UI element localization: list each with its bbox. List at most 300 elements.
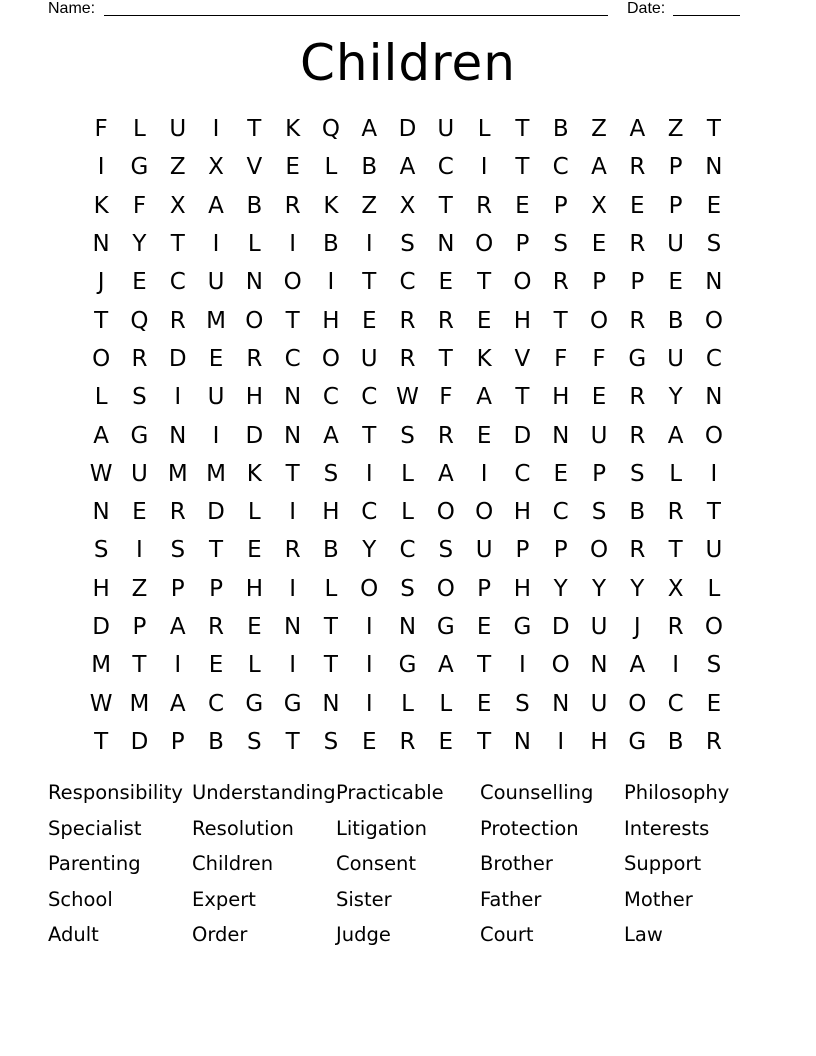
grid-letter[interactable]: F xyxy=(592,345,606,372)
grid-letter[interactable]: H xyxy=(92,575,110,602)
grid-letter[interactable]: M xyxy=(129,690,150,717)
grid-letter[interactable]: I xyxy=(289,652,297,679)
grid-letter[interactable]: X xyxy=(169,192,186,219)
grid-letter[interactable]: R xyxy=(667,499,684,526)
grid-letter[interactable]: I xyxy=(327,269,335,296)
word-list-item: Specialist xyxy=(48,816,142,840)
grid-letter[interactable]: I xyxy=(480,154,488,181)
grid-letter[interactable]: E xyxy=(438,728,454,755)
grid-letter[interactable]: H xyxy=(590,728,608,755)
grid-letter[interactable]: A xyxy=(399,154,416,181)
grid-letter[interactable]: E xyxy=(476,307,492,334)
grid-letter[interactable]: I xyxy=(365,614,373,640)
grid-letter[interactable]: U xyxy=(475,537,493,564)
grid-letter[interactable]: H xyxy=(513,499,532,526)
grid-letter[interactable]: O xyxy=(704,614,723,640)
grid-letter[interactable]: L xyxy=(247,499,261,526)
grid-letter[interactable]: T xyxy=(94,728,109,755)
grid-letter[interactable]: A xyxy=(169,690,186,717)
grid-letter[interactable]: Y xyxy=(362,537,377,564)
grid-letter[interactable]: T xyxy=(668,537,683,564)
grid-letter[interactable]: R xyxy=(629,384,646,411)
grid-letter[interactable]: S xyxy=(591,499,607,526)
grid-letter[interactable]: Q xyxy=(321,116,340,143)
grid-letter[interactable]: P xyxy=(668,192,683,219)
date-field[interactable] xyxy=(673,15,740,16)
grid-letter[interactable]: S xyxy=(553,231,569,258)
grid-letter[interactable]: P xyxy=(592,269,606,296)
grid-letter[interactable]: I xyxy=(365,652,373,679)
grid-letter[interactable]: U xyxy=(667,345,685,372)
grid-letter[interactable]: L xyxy=(247,231,261,258)
grid-letter[interactable]: U xyxy=(590,690,608,717)
grid-letter[interactable]: C xyxy=(705,345,722,372)
grid-letter[interactable]: S xyxy=(400,575,415,602)
grid-letter[interactable]: Y xyxy=(668,384,683,411)
grid-letter[interactable]: T xyxy=(553,307,568,334)
grid-letter[interactable]: I xyxy=(212,422,220,449)
grid-letter[interactable]: S xyxy=(323,728,339,755)
grid-letter[interactable]: G xyxy=(398,652,417,679)
grid-letter[interactable]: O xyxy=(245,307,264,334)
grid-letter[interactable]: L xyxy=(324,575,338,602)
grid-letter[interactable]: S xyxy=(706,231,722,258)
grid-letter[interactable]: I xyxy=(212,231,220,258)
grid-letter[interactable]: F xyxy=(439,384,453,411)
grid-letter[interactable]: E xyxy=(247,537,262,564)
grid-letter[interactable]: P xyxy=(132,614,147,640)
grid-letter[interactable]: N xyxy=(398,614,417,640)
grid-letter[interactable]: P xyxy=(170,728,185,755)
grid-letter[interactable]: R xyxy=(629,307,646,334)
grid-letter[interactable]: K xyxy=(323,192,339,219)
grid-letter[interactable]: P xyxy=(515,537,530,564)
grid-letter[interactable]: G xyxy=(283,690,302,717)
grid-letter[interactable]: P xyxy=(630,269,645,296)
grid-letter[interactable]: X xyxy=(667,575,684,602)
grid-letter[interactable]: E xyxy=(247,614,262,640)
grid-letter[interactable]: R xyxy=(399,307,416,334)
grid-letter[interactable]: C xyxy=(667,690,684,717)
grid-letter[interactable]: A xyxy=(93,422,110,449)
grid-letter[interactable]: I xyxy=(289,499,297,526)
grid-letter[interactable]: E xyxy=(438,269,454,296)
grid-letter[interactable]: U xyxy=(667,231,685,258)
grid-letter[interactable]: O xyxy=(551,652,570,679)
grid-letter[interactable]: X xyxy=(399,192,416,219)
grid-letter[interactable]: L xyxy=(401,499,414,526)
grid-letter[interactable]: N xyxy=(245,269,263,296)
grid-letter[interactable]: M xyxy=(91,652,112,679)
grid-letter[interactable]: U xyxy=(131,460,148,487)
grid-letter[interactable]: A xyxy=(591,154,607,181)
grid-letter[interactable]: E xyxy=(668,269,683,296)
grid-letter[interactable]: S xyxy=(400,231,415,258)
grid-letter[interactable]: R xyxy=(552,269,569,296)
grid-letter[interactable]: O xyxy=(513,269,532,296)
grid-letter[interactable]: U xyxy=(705,537,723,564)
grid-letter[interactable]: N xyxy=(284,384,302,411)
grid-letter[interactable]: H xyxy=(322,499,340,526)
grid-letter[interactable]: N xyxy=(322,690,340,717)
grid-letter[interactable]: Y xyxy=(630,575,645,602)
grid-letter[interactable]: W xyxy=(89,690,113,717)
grid-letter[interactable]: H xyxy=(322,307,340,334)
grid-letter[interactable]: R xyxy=(399,728,416,755)
grid-letter[interactable]: A xyxy=(629,116,646,143)
grid-letter[interactable]: G xyxy=(513,614,532,640)
grid-letter[interactable]: I xyxy=(365,460,373,487)
grid-letter[interactable]: T xyxy=(285,307,300,334)
grid-letter[interactable]: T xyxy=(477,728,492,755)
grid-letter[interactable]: D xyxy=(130,728,149,755)
grid-letter[interactable]: H xyxy=(245,575,263,602)
grid-letter[interactable]: N xyxy=(705,269,723,296)
grid-letter[interactable]: T xyxy=(132,652,147,679)
grid-letter[interactable]: N xyxy=(513,728,532,755)
grid-letter[interactable]: I xyxy=(365,690,373,717)
grid-letter[interactable]: G xyxy=(245,690,264,717)
grid-letter[interactable]: T xyxy=(247,116,262,143)
grid-letter[interactable]: E xyxy=(706,690,722,717)
grid-letter[interactable]: Z xyxy=(667,116,684,143)
grid-letter[interactable]: N xyxy=(552,422,570,449)
grid-letter[interactable]: P xyxy=(668,154,683,181)
grid-letter[interactable]: O xyxy=(589,307,609,334)
grid-letter[interactable]: M xyxy=(206,307,226,334)
grid-letter[interactable]: S xyxy=(630,460,645,487)
grid-letter[interactable]: Z xyxy=(591,116,607,143)
grid-letter[interactable]: T xyxy=(477,269,492,296)
grid-letter[interactable]: I xyxy=(519,652,526,679)
word-list-item: Resolution xyxy=(192,816,294,840)
grid-letter[interactable]: I xyxy=(557,728,565,755)
grid-letter[interactable]: U xyxy=(360,345,378,372)
grid-letter[interactable]: E xyxy=(132,269,147,296)
grid-letter[interactable]: I xyxy=(136,537,143,564)
grid-letter[interactable]: I xyxy=(289,231,297,258)
word-list-item: Practicable xyxy=(336,781,444,804)
grid-letter[interactable]: Z xyxy=(169,154,186,181)
grid-letter[interactable]: P xyxy=(553,537,568,564)
grid-letter[interactable]: E xyxy=(361,728,377,755)
grid-letter[interactable]: P xyxy=(592,460,606,487)
grid-letter[interactable]: E xyxy=(476,422,492,449)
grid-letter[interactable]: O xyxy=(628,690,647,717)
grid-letter[interactable]: U xyxy=(437,116,455,143)
grid-letter[interactable]: R xyxy=(399,345,416,372)
grid-letter[interactable]: C xyxy=(361,499,378,526)
grid-letter[interactable]: A xyxy=(667,422,684,449)
grid-letter[interactable]: U xyxy=(207,269,225,296)
grid-letter[interactable]: T xyxy=(438,192,453,219)
grid-letter[interactable]: P xyxy=(515,231,530,258)
grid-letter[interactable]: R xyxy=(169,499,186,526)
grid-letter[interactable]: O xyxy=(436,499,455,526)
grid-letter[interactable]: B xyxy=(552,116,569,143)
grid-letter[interactable]: F xyxy=(554,345,568,372)
grid-letter[interactable]: A xyxy=(208,192,224,219)
grid-letter[interactable]: L xyxy=(707,575,721,602)
grid-letter[interactable]: E xyxy=(553,460,568,487)
grid-letter[interactable]: L xyxy=(439,690,453,717)
grid-letter[interactable]: V xyxy=(514,345,531,372)
grid-letter[interactable]: L xyxy=(94,384,108,411)
grid-letter[interactable]: C xyxy=(514,460,531,487)
grid-letter[interactable]: O xyxy=(475,499,494,526)
grid-letter[interactable]: D xyxy=(513,422,532,449)
grid-letter[interactable]: W xyxy=(89,460,113,487)
grid-letter[interactable]: K xyxy=(285,116,301,143)
grid-letter[interactable]: N xyxy=(705,384,723,411)
grid-letter[interactable]: I xyxy=(710,460,718,487)
word-list-item: Adult xyxy=(48,923,99,947)
grid-letter[interactable]: T xyxy=(285,460,300,487)
grid-letter[interactable]: B xyxy=(667,728,684,755)
grid-letter[interactable]: I xyxy=(212,116,220,143)
grid-letter[interactable]: G xyxy=(130,154,149,181)
grid-letter[interactable]: T xyxy=(438,345,453,372)
grid-letter[interactable]: G xyxy=(130,422,149,449)
grid-letter[interactable]: I xyxy=(97,154,105,181)
grid-letter[interactable]: O xyxy=(589,537,609,564)
grid-letter[interactable]: R xyxy=(246,345,263,372)
grid-letter[interactable]: X xyxy=(208,154,224,181)
grid-letter[interactable]: T xyxy=(94,307,109,334)
grid-letter[interactable]: I xyxy=(672,652,679,679)
grid-letter[interactable]: E xyxy=(591,384,607,411)
word-list-item: Brother xyxy=(480,852,553,876)
grid-letter[interactable]: G xyxy=(628,345,647,372)
grid-letter[interactable]: C xyxy=(437,154,454,181)
grid-letter[interactable]: N xyxy=(590,652,608,679)
grid-letter[interactable]: M xyxy=(167,460,188,487)
grid-letter[interactable]: T xyxy=(515,384,530,411)
grid-letter[interactable]: A xyxy=(361,116,378,143)
grid-letter[interactable]: B xyxy=(323,537,339,564)
grid-letter[interactable]: T xyxy=(170,231,185,258)
grid-letter[interactable]: E xyxy=(476,614,492,640)
grid-letter[interactable]: R xyxy=(169,307,186,334)
grid-letter[interactable]: L xyxy=(247,652,261,679)
grid-letter[interactable]: T xyxy=(515,154,530,181)
name-label: Name: xyxy=(48,0,96,17)
grid-letter[interactable]: Y xyxy=(132,231,147,258)
grid-letter[interactable]: N xyxy=(169,422,187,449)
grid-letter[interactable]: R xyxy=(629,537,646,564)
grid-letter[interactable]: O xyxy=(321,345,340,372)
grid-letter[interactable]: G xyxy=(628,728,647,755)
grid-letter[interactable]: R xyxy=(437,422,454,449)
grid-letter[interactable]: S xyxy=(132,384,147,411)
grid-letter[interactable]: C xyxy=(361,384,378,411)
grid-letter[interactable]: E xyxy=(591,231,607,258)
grid-letter[interactable]: T xyxy=(477,652,492,679)
word-list-item: Consent xyxy=(336,852,417,876)
grid-letter[interactable]: T xyxy=(209,537,224,564)
grid-letter[interactable]: E xyxy=(132,499,147,526)
grid-letter[interactable]: E xyxy=(706,192,722,219)
grid-letter[interactable]: B xyxy=(629,499,646,526)
grid-letter[interactable]: S xyxy=(323,460,339,487)
grid-letter[interactable]: X xyxy=(591,192,607,219)
grid-letter[interactable]: N xyxy=(284,422,302,449)
grid-letter[interactable]: U xyxy=(590,614,608,640)
grid-letter[interactable]: E xyxy=(515,192,530,219)
grid-letter[interactable]: U xyxy=(169,116,187,143)
grid-letter[interactable]: S xyxy=(706,652,722,679)
grid-letter[interactable]: O xyxy=(475,231,494,258)
grid-letter[interactable]: Y xyxy=(591,575,607,602)
grid-letter[interactable]: E xyxy=(361,307,377,334)
grid-letter[interactable]: F xyxy=(94,116,108,143)
grid-letter[interactable]: H xyxy=(513,575,532,602)
grid-letter[interactable]: D xyxy=(168,345,187,372)
grid-letter[interactable]: B xyxy=(246,192,263,219)
grid-letter[interactable]: R xyxy=(629,154,646,181)
grid-letter[interactable]: J xyxy=(97,269,105,296)
grid-letter[interactable]: S xyxy=(170,537,186,564)
grid-letter[interactable]: R xyxy=(437,307,454,334)
grid-letter[interactable]: T xyxy=(362,269,377,296)
grid-letter[interactable]: E xyxy=(476,690,492,717)
grid-letter[interactable]: R xyxy=(629,231,646,258)
grid-letter[interactable]: G xyxy=(436,614,455,640)
name-field[interactable] xyxy=(104,15,608,16)
grid-letter[interactable]: D xyxy=(398,116,417,143)
grid-letter[interactable]: K xyxy=(246,460,262,487)
grid-letter[interactable]: L xyxy=(401,690,414,717)
grid-letter[interactable]: K xyxy=(93,192,109,219)
grid-letter[interactable]: D xyxy=(207,499,225,526)
grid-letter[interactable]: C xyxy=(284,345,301,372)
grid-letter[interactable]: O xyxy=(360,575,379,602)
grid-letter[interactable]: T xyxy=(706,499,721,526)
grid-letter[interactable]: N xyxy=(705,154,723,181)
grid-letter[interactable]: T xyxy=(323,614,338,640)
grid-letter[interactable]: D xyxy=(551,614,570,640)
grid-letter[interactable]: O xyxy=(92,345,111,372)
grid-letter[interactable]: A xyxy=(437,460,454,487)
grid-letter[interactable]: R xyxy=(284,192,301,219)
grid-letter[interactable]: H xyxy=(552,384,570,411)
grid-letter[interactable]: I xyxy=(365,231,373,258)
grid-letter[interactable]: I xyxy=(174,384,182,411)
grid-letter[interactable]: L xyxy=(669,460,683,487)
grid-letter[interactable]: P xyxy=(209,575,223,602)
grid-letter[interactable]: E xyxy=(630,192,645,219)
grid-letter[interactable]: D xyxy=(245,422,264,449)
grid-letter[interactable]: B xyxy=(667,307,684,334)
grid-letter[interactable]: T xyxy=(323,652,338,679)
grid-letter[interactable]: F xyxy=(132,192,147,219)
grid-letter[interactable]: M xyxy=(206,460,226,487)
grid-letter[interactable]: N xyxy=(92,499,110,526)
grid-letter[interactable]: Z xyxy=(131,575,148,602)
grid-letter[interactable]: N xyxy=(437,231,455,258)
grid-letter[interactable]: H xyxy=(513,307,532,334)
grid-letter[interactable]: S xyxy=(438,537,454,564)
grid-letter[interactable]: V xyxy=(246,154,263,181)
grid-letter[interactable]: P xyxy=(170,575,185,602)
grid-letter[interactable]: L xyxy=(401,460,414,487)
grid-letter[interactable]: P xyxy=(477,575,492,602)
grid-letter[interactable]: O xyxy=(283,269,302,296)
grid-letter[interactable]: B xyxy=(208,728,224,755)
grid-letter[interactable]: R xyxy=(667,614,684,640)
grid-letter[interactable]: T xyxy=(706,116,721,143)
grid-letter[interactable]: R xyxy=(705,728,722,755)
grid-letter[interactable]: P xyxy=(553,192,568,219)
word-list-item: Father xyxy=(480,887,542,911)
grid-letter[interactable]: C xyxy=(208,690,225,717)
word-list-item: Protection xyxy=(480,816,579,840)
grid-letter[interactable]: Z xyxy=(361,192,378,219)
grid-letter[interactable]: T xyxy=(515,116,530,143)
grid-letter[interactable]: N xyxy=(552,690,570,717)
grid-letter[interactable]: R xyxy=(131,345,148,372)
grid-letter[interactable]: Y xyxy=(553,575,568,602)
grid-letter[interactable]: W xyxy=(396,384,419,411)
grid-letter[interactable]: E xyxy=(208,652,224,679)
grid-letter[interactable]: C xyxy=(399,269,416,296)
grid-letter[interactable]: S xyxy=(93,537,109,564)
grid-letter[interactable]: B xyxy=(323,231,339,258)
grid-letter[interactable]: A xyxy=(169,614,186,640)
grid-letter[interactable]: C xyxy=(399,537,416,564)
grid-letter[interactable]: O xyxy=(704,307,723,334)
grid-letter[interactable]: I xyxy=(480,460,488,487)
grid-letter[interactable]: R xyxy=(629,422,646,449)
grid-letter[interactable]: H xyxy=(245,384,263,411)
grid-letter[interactable]: J xyxy=(633,614,641,640)
grid-letter[interactable]: S xyxy=(400,422,415,449)
grid-letter[interactable]: C xyxy=(552,154,569,181)
grid-letter[interactable]: A xyxy=(476,384,492,411)
grid-letter[interactable]: S xyxy=(247,728,262,755)
grid-letter[interactable]: T xyxy=(285,728,300,755)
grid-letter[interactable]: I xyxy=(174,652,182,679)
grid-letter[interactable]: R xyxy=(208,614,225,640)
grid-letter[interactable]: A xyxy=(437,652,454,679)
grid-letter[interactable]: E xyxy=(285,154,300,181)
grid-letter[interactable]: A xyxy=(323,422,339,449)
grid-letter[interactable]: R xyxy=(476,192,493,219)
grid-letter[interactable]: D xyxy=(92,614,110,640)
grid-letter[interactable]: R xyxy=(284,537,301,564)
grid-letter[interactable]: U xyxy=(590,422,608,449)
grid-letter[interactable]: L xyxy=(324,154,338,181)
grid-letter[interactable]: L xyxy=(477,116,491,143)
grid-letter[interactable]: K xyxy=(476,345,492,372)
grid-letter[interactable]: E xyxy=(208,345,224,372)
grid-letter[interactable]: L xyxy=(133,116,146,143)
grid-letter[interactable]: I xyxy=(289,575,297,602)
grid-letter[interactable]: C xyxy=(552,499,569,526)
grid-letter[interactable]: Q xyxy=(130,307,149,334)
grid-letter[interactable]: N xyxy=(284,614,302,640)
grid-letter[interactable]: S xyxy=(515,690,530,717)
grid-letter[interactable]: A xyxy=(629,652,646,679)
grid-letter[interactable]: O xyxy=(436,575,455,602)
grid-letter[interactable]: T xyxy=(362,422,377,449)
grid-letter[interactable]: N xyxy=(92,231,110,258)
grid-letter[interactable]: O xyxy=(704,422,723,449)
grid-letter[interactable]: C xyxy=(322,384,339,411)
grid-letter[interactable]: U xyxy=(207,384,225,411)
grid-letter[interactable]: B xyxy=(361,154,378,181)
grid-letter[interactable]: C xyxy=(169,269,186,296)
